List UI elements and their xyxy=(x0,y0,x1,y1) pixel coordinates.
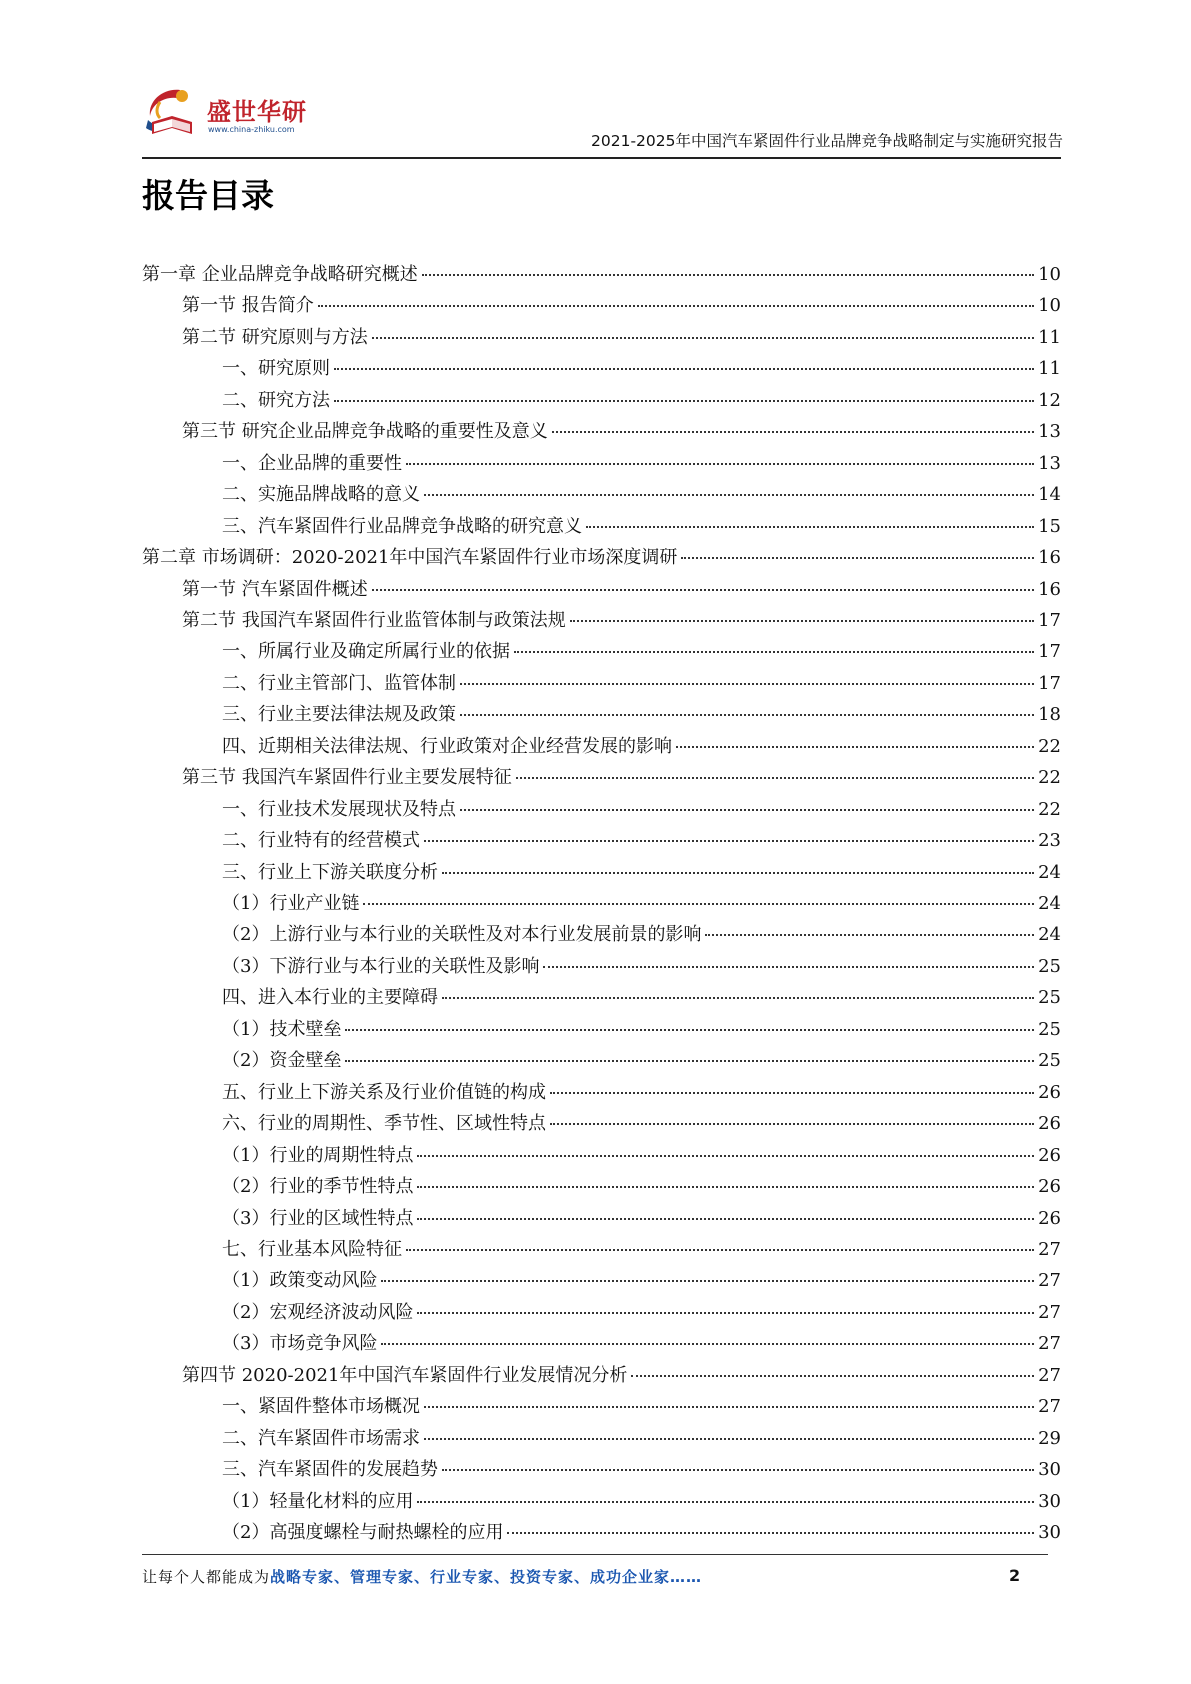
toc-entry-page: 24 xyxy=(1038,893,1061,914)
toc-dot-leader xyxy=(345,1056,1034,1062)
toc-dot-leader xyxy=(550,1119,1034,1125)
toc-entry[interactable] xyxy=(142,545,1061,571)
logo xyxy=(142,86,342,146)
toc-dot-leader xyxy=(552,427,1034,433)
toc-entry-page: 27 xyxy=(1038,1396,1061,1418)
toc-dot-leader xyxy=(442,993,1034,999)
toc-entry[interactable] xyxy=(222,356,1061,382)
toc-entry[interactable] xyxy=(222,1017,1061,1043)
toc-entry-page: 25 xyxy=(1038,1018,1061,1040)
toc-entry-label: （3）市场竞争风险 xyxy=(222,1333,378,1355)
toc-entry-page: 26 xyxy=(1038,1144,1061,1166)
toc-entry-page: 27 xyxy=(1038,1270,1061,1292)
footer-slogan-roles: 战略专家、管理专家、行业专家、投资专家、成功企业家…… xyxy=(270,1568,703,1586)
toc-entry-page: 14 xyxy=(1038,484,1061,506)
toc-entry[interactable] xyxy=(142,262,1061,288)
toc-entry-label: 一、研究原则 xyxy=(222,358,330,380)
toc-dot-leader xyxy=(372,333,1034,339)
toc-entry-page: 22 xyxy=(1038,735,1061,757)
toc-dot-leader xyxy=(424,490,1034,496)
toc-entry[interactable] xyxy=(222,482,1061,508)
toc-entry-page: 27 xyxy=(1038,1238,1061,1260)
toc-entry-page: 27 xyxy=(1038,1364,1061,1386)
toc-entry-page: 11 xyxy=(1038,358,1061,380)
toc-dot-leader xyxy=(424,1402,1034,1408)
toc-entry-page: 30 xyxy=(1038,1459,1061,1481)
logo-icon xyxy=(142,86,204,142)
toc-entry[interactable] xyxy=(222,1237,1061,1263)
toc-entry[interactable] xyxy=(182,325,1061,351)
toc-dot-leader xyxy=(424,836,1034,842)
toc-dot-leader xyxy=(363,899,1034,905)
header-divider xyxy=(142,157,1061,159)
toc-entry-label: （1）技术壁垒 xyxy=(222,1018,342,1040)
toc-entry-page: 25 xyxy=(1038,955,1061,977)
toc-dot-leader xyxy=(550,1088,1034,1094)
logo-name: 盛世华研 xyxy=(207,98,307,126)
toc-entry-label: （1）行业的周期性特点 xyxy=(222,1144,414,1166)
toc-dot-leader xyxy=(422,270,1034,276)
toc-entry[interactable] xyxy=(222,702,1061,728)
toc-entry[interactable] xyxy=(222,954,1061,980)
toc-entry-label: 六、行业的周期性、季节性、区域性特点 xyxy=(222,1113,546,1135)
toc-entry-label: 第一节 汽车紧固件概述 xyxy=(182,578,368,600)
toc-entry-label: 三、行业上下游关联度分析 xyxy=(222,861,438,883)
toc-entry-page: 10 xyxy=(1038,264,1061,285)
toc-entry[interactable] xyxy=(222,1457,1061,1483)
toc-entry-label: 四、近期相关法律法规、行业政策对企业经营发展的影响 xyxy=(222,735,672,757)
toc-entry-label: 第一章 企业品牌竞争战略研究概述 xyxy=(142,264,418,285)
toc-dot-leader xyxy=(334,396,1034,402)
toc-entry-label: （1）政策变动风险 xyxy=(222,1270,378,1292)
toc-entry-page: 26 xyxy=(1038,1207,1061,1229)
toc-entry[interactable] xyxy=(222,922,1061,948)
toc-entry-page: 22 xyxy=(1038,798,1061,820)
toc-entry-page: 25 xyxy=(1038,987,1061,1009)
toc-dot-leader xyxy=(514,647,1034,653)
toc-entry-label: 二、实施品牌战略的意义 xyxy=(222,484,420,506)
toc-dot-leader xyxy=(460,805,1034,811)
toc-dot-leader xyxy=(417,1497,1034,1503)
toc-entry-label: 二、行业特有的经营模式 xyxy=(222,830,420,852)
toc-dot-leader xyxy=(318,301,1034,307)
toc-entry-label: 第二节 研究原则与方法 xyxy=(182,326,368,348)
toc-dot-leader xyxy=(460,679,1034,685)
toc-entry-page: 26 xyxy=(1038,1176,1061,1198)
toc-entry-label: （2）上游行业与本行业的关联性及对本行业发展前景的影响 xyxy=(222,924,702,946)
toc-entry-page: 12 xyxy=(1038,389,1061,411)
toc-entry-page: 24 xyxy=(1038,861,1061,883)
toc-entry[interactable] xyxy=(182,1363,1061,1389)
toc-entry-label: （2）行业的季节性特点 xyxy=(222,1176,414,1198)
toc-entry-page: 26 xyxy=(1038,1113,1061,1135)
toc-entry[interactable] xyxy=(222,514,1061,540)
toc-entry-label: 第四节 2020-2021年中国汽车紧固件行业发展情况分析 xyxy=(182,1364,628,1386)
toc-entry[interactable] xyxy=(222,1331,1061,1357)
toc-entry-page: 10 xyxy=(1038,295,1061,317)
toc-entry-label: （2）资金壁垒 xyxy=(222,1050,342,1072)
toc-dot-leader xyxy=(705,930,1034,936)
toc-entry[interactable] xyxy=(222,1426,1061,1452)
toc-entry-label: （2）高强度螺栓与耐热螺栓的应用 xyxy=(222,1522,504,1543)
toc-entry-label: 第三节 我国汽车紧固件行业主要发展特征 xyxy=(182,767,512,789)
toc-entry-page: 30 xyxy=(1038,1490,1061,1512)
toc-entry[interactable] xyxy=(222,671,1061,697)
toc-entry[interactable] xyxy=(182,293,1061,319)
toc-dot-leader xyxy=(406,1245,1034,1251)
toc-entry[interactable] xyxy=(222,388,1061,414)
toc-dot-leader xyxy=(507,1528,1034,1534)
toc-entry[interactable] xyxy=(222,797,1061,823)
toc-entry[interactable] xyxy=(182,419,1061,445)
toc-entry-label: （1）行业产业链 xyxy=(222,893,360,914)
toc-dot-leader xyxy=(381,1276,1034,1282)
toc-entry[interactable] xyxy=(222,451,1061,477)
toc-entry-page: 16 xyxy=(1038,547,1061,569)
toc-entry[interactable] xyxy=(182,608,1061,634)
toc-entry[interactable] xyxy=(222,828,1061,854)
toc-entry[interactable] xyxy=(222,1174,1061,1200)
toc-dot-leader xyxy=(334,364,1034,370)
toc-entry[interactable] xyxy=(222,985,1061,1011)
toc-entry-label: 二、研究方法 xyxy=(222,389,330,411)
toc-entry-page: 24 xyxy=(1038,924,1061,946)
toc-entry-page: 13 xyxy=(1038,421,1061,443)
toc-entry-page: 27 xyxy=(1038,1301,1061,1323)
toc-dot-leader xyxy=(543,962,1034,968)
toc-entry-label: 二、行业主管部门、监管体制 xyxy=(222,672,456,694)
toc-entry-label: 一、行业技术发展现状及特点 xyxy=(222,798,456,820)
toc-entry-page: 30 xyxy=(1038,1522,1061,1543)
toc-entry-page: 17 xyxy=(1038,609,1061,631)
toc-entry[interactable] xyxy=(182,577,1061,603)
toc-entry-label: （3）行业的区域性特点 xyxy=(222,1207,414,1229)
footer-slogan xyxy=(142,1566,702,1587)
toc-dot-leader xyxy=(460,710,1034,716)
toc-dot-leader xyxy=(631,1371,1034,1377)
toc-dot-leader xyxy=(417,1182,1034,1188)
toc-entry[interactable] xyxy=(222,734,1061,760)
toc-entry[interactable] xyxy=(222,639,1061,665)
toc-entry-label: 二、汽车紧固件市场需求 xyxy=(222,1427,420,1449)
page-number: 2 xyxy=(1009,1566,1021,1585)
toc-dot-leader xyxy=(406,459,1034,465)
toc-entry-label: 第二章 市场调研：2020-2021年中国汽车紧固件行业市场深度调研 xyxy=(142,547,678,569)
toc-entry-page: 17 xyxy=(1038,641,1061,663)
toc-dot-leader xyxy=(381,1339,1034,1345)
logo-url: www.china-zhiku.com xyxy=(208,125,295,134)
toc-entry-label: 第二节 我国汽车紧固件行业监管体制与政策法规 xyxy=(182,609,566,631)
toc-entry-label: 五、行业上下游关系及行业价值链的构成 xyxy=(222,1081,546,1103)
toc-dot-leader xyxy=(570,616,1034,622)
toc-dot-leader xyxy=(417,1214,1034,1220)
report-title: 2021-2025年中国汽车紧固件行业品牌竞争战略制定与实施研究报告 xyxy=(591,132,1063,150)
page-header xyxy=(0,0,1191,165)
toc-entry-page: 23 xyxy=(1038,830,1061,852)
toc-entry-page: 11 xyxy=(1038,326,1061,348)
toc-entry-label: 三、行业主要法律法规及政策 xyxy=(222,704,456,726)
toc-entry-label: 一、紧固件整体市场概况 xyxy=(222,1396,420,1418)
toc-dot-leader xyxy=(417,1151,1034,1157)
toc-entry[interactable] xyxy=(222,1268,1061,1294)
toc-entry-page: 15 xyxy=(1038,515,1061,537)
toc-entry[interactable] xyxy=(222,860,1061,886)
toc-entry-label: 一、所属行业及确定所属行业的依据 xyxy=(222,641,510,663)
toc-entry-label: 第一节 报告简介 xyxy=(182,295,314,317)
toc-entry-label: 第三节 研究企业品牌竞争战略的重要性及意义 xyxy=(182,421,548,443)
footer-slogan-prefix: 让每个人都能成为 xyxy=(142,1568,271,1586)
toc-dot-leader xyxy=(417,1308,1034,1314)
toc-entry[interactable] xyxy=(222,891,1061,917)
toc-entry[interactable] xyxy=(222,1048,1061,1074)
toc-entry-label: 三、汽车紧固件的发展趋势 xyxy=(222,1459,438,1481)
page-title: 报告目录 xyxy=(142,176,274,215)
toc-entry-label: （2）宏观经济波动风险 xyxy=(222,1301,414,1323)
toc-entry-page: 26 xyxy=(1038,1081,1061,1103)
toc-entry[interactable] xyxy=(222,1143,1061,1169)
toc-dot-leader xyxy=(586,522,1034,528)
toc-entry[interactable] xyxy=(222,1111,1061,1137)
toc-entry-label: 四、进入本行业的主要障碍 xyxy=(222,987,438,1009)
toc-entry-label: 一、企业品牌的重要性 xyxy=(222,452,402,474)
toc-entry[interactable] xyxy=(222,1520,1061,1546)
footer-divider xyxy=(142,1554,1048,1555)
toc-entry-page: 22 xyxy=(1038,767,1061,789)
toc-dot-leader xyxy=(424,1434,1034,1440)
toc-entry-page: 13 xyxy=(1038,452,1061,474)
toc-entry-page: 17 xyxy=(1038,672,1061,694)
toc-dot-leader xyxy=(345,1025,1034,1031)
toc-entry-label: （1）轻量化材料的应用 xyxy=(222,1490,414,1512)
toc-dot-leader xyxy=(442,868,1034,874)
toc-dot-leader xyxy=(442,1465,1034,1471)
toc-dot-leader xyxy=(681,553,1034,559)
toc-entry[interactable] xyxy=(222,1300,1061,1326)
toc-entry[interactable] xyxy=(222,1489,1061,1515)
toc-entry-label: 七、行业基本风险特征 xyxy=(222,1238,402,1260)
toc-entry[interactable] xyxy=(222,1206,1061,1232)
toc-entry-page: 16 xyxy=(1038,578,1061,600)
toc-dot-leader xyxy=(372,585,1034,591)
toc-entry-page: 27 xyxy=(1038,1333,1061,1355)
toc-entry-label: （3）下游行业与本行业的关联性及影响 xyxy=(222,955,540,977)
toc-dot-leader xyxy=(516,773,1034,779)
toc-entry-page: 29 xyxy=(1038,1427,1061,1449)
toc-entry[interactable] xyxy=(182,765,1061,791)
toc-entry-page: 18 xyxy=(1038,704,1061,726)
toc-entry-page: 25 xyxy=(1038,1050,1061,1072)
toc-dot-leader xyxy=(676,742,1034,748)
toc-entry-label: 三、汽车紧固件行业品牌竞争战略的研究意义 xyxy=(222,515,582,537)
toc-entry[interactable] xyxy=(222,1394,1061,1420)
toc-entry[interactable] xyxy=(222,1080,1061,1106)
